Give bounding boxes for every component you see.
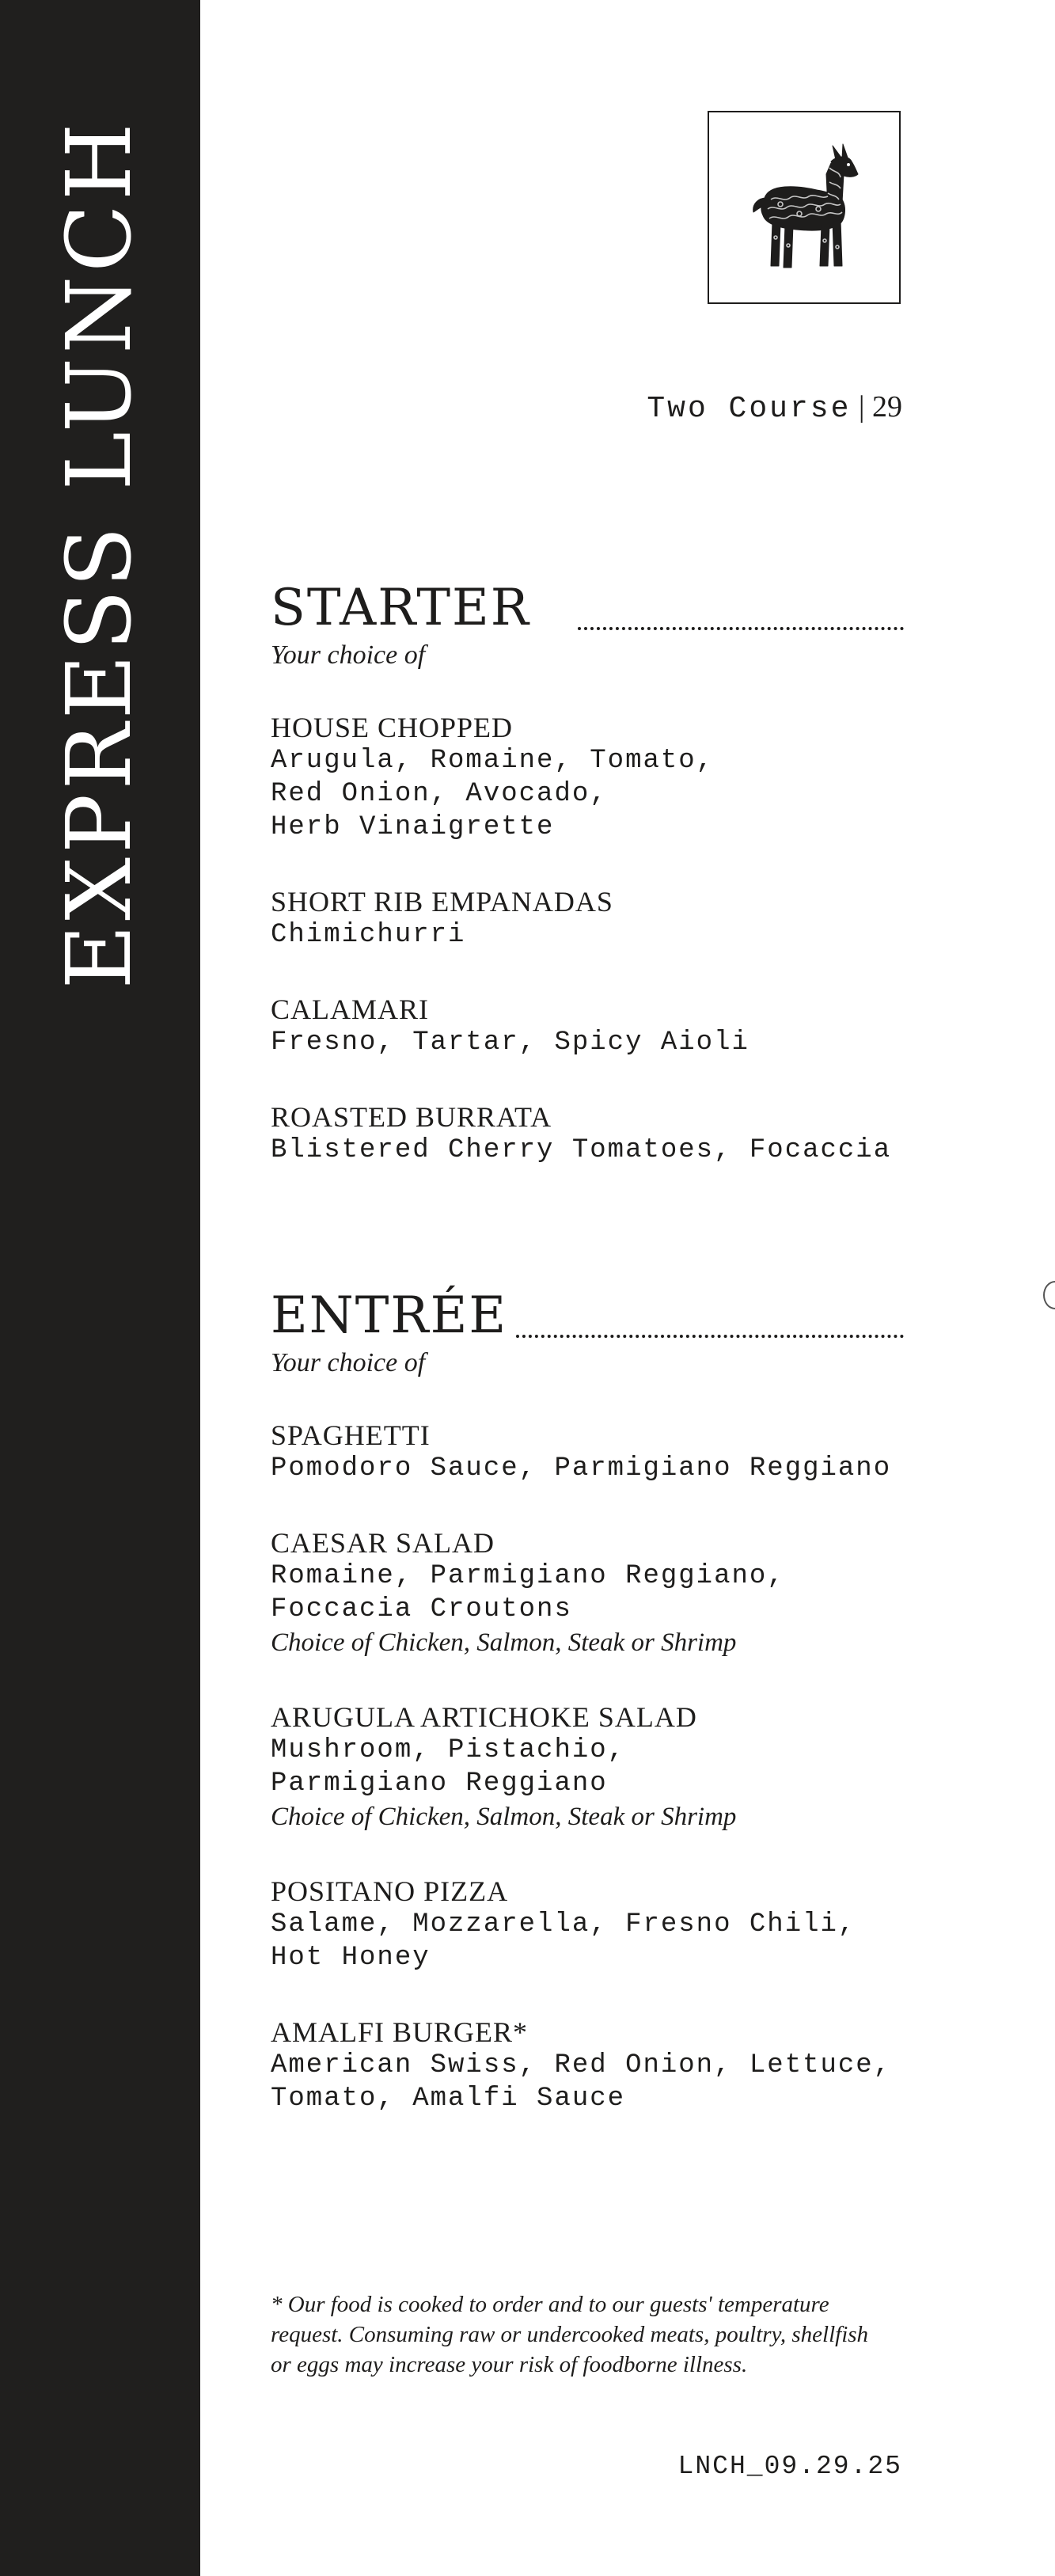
price-amount: 29 xyxy=(872,390,902,424)
item-description: Red Onion, Avocado, xyxy=(271,779,608,809)
disclaimer-line: request. Consuming raw or undercooked meats, poultry, shellfish xyxy=(271,2322,869,2347)
item-name: HOUSE CHOPPED xyxy=(271,712,514,743)
menu-item xyxy=(271,1526,904,1659)
item-name: ROASTED BURRATA xyxy=(271,1101,552,1133)
item-description: Romaine, Parmigiano Reggiano, xyxy=(271,1561,785,1591)
menu-item xyxy=(271,1100,904,1167)
protein-choice: Choice of Chicken, Salmon, Steak or Shrimp xyxy=(271,1628,737,1657)
entree-subtitle: Your choice of xyxy=(271,1348,426,1377)
disclaimer-line: or eggs may increase your risk of foodborne illness. xyxy=(271,2352,748,2377)
item-description: Salame, Mozzarella, Fresno Chili, xyxy=(271,1909,856,1940)
item-description: Tomato, Amalfi Sauce xyxy=(271,2084,626,2114)
menu-item xyxy=(271,885,904,952)
dotted-leader xyxy=(578,627,904,630)
logo xyxy=(708,111,901,304)
item-description: Chimichurri xyxy=(271,920,466,950)
disclaimer-line: * Our food is cooked to order and to our guests' temperature xyxy=(271,2292,829,2317)
item-description: Pomodoro Sauce, Parmigiano Reggiano xyxy=(271,1453,892,1484)
menu-item xyxy=(271,1875,904,1974)
item-description: Herb Vinaigrette xyxy=(271,812,555,842)
item-name: POSITANO PIZZA xyxy=(271,1875,509,1907)
starter-heading xyxy=(271,578,904,638)
price-separator: | xyxy=(858,390,865,424)
item-description: Hot Honey xyxy=(271,1943,431,1973)
item-name: SPAGHETTI xyxy=(271,1419,431,1451)
item-description: Parmigiano Reggiano xyxy=(271,1769,608,1799)
menu-code: LNCH_09.29.25 xyxy=(677,2452,902,2481)
course-label: Two Course xyxy=(647,392,852,426)
entree-heading xyxy=(271,1286,904,1346)
menu-item xyxy=(271,2016,904,2115)
item-name: CAESAR SALAD xyxy=(271,1527,495,1559)
food-safety-disclaimer xyxy=(271,2289,904,2380)
item-name: SHORT RIB EMPANADAS xyxy=(271,886,613,918)
starter-title: STARTER xyxy=(271,579,530,637)
price-line xyxy=(647,386,902,430)
sidebar xyxy=(0,0,200,2576)
edge-mark xyxy=(1043,1281,1055,1309)
menu-item xyxy=(271,1419,904,1485)
menu-title: EXPRESS LUNCH xyxy=(48,119,151,990)
starter-subtitle: Your choice of xyxy=(271,640,426,670)
item-name: ARUGULA ARTICHOKE SALAD xyxy=(271,1701,697,1733)
menu-item xyxy=(271,1700,904,1833)
menu-item xyxy=(271,993,904,1059)
item-description: Mushroom, Pistachio, xyxy=(271,1735,626,1765)
item-description: Fresno, Tartar, Spicy Aioli xyxy=(271,1028,750,1058)
item-description: Arugula, Romaine, Tomato, xyxy=(271,746,715,776)
menu-item xyxy=(271,711,904,844)
entree-title: ENTRÉE xyxy=(271,1286,508,1345)
item-description: Foccacia Croutons xyxy=(271,1594,572,1624)
item-description: American Swiss, Red Onion, Lettuce, xyxy=(271,2050,892,2080)
starter-section xyxy=(271,578,904,1167)
item-name: AMALFI BURGER* xyxy=(271,2016,529,2048)
llama-icon xyxy=(749,142,863,274)
item-description: Blistered Cherry Tomatoes, Focaccia xyxy=(271,1135,892,1165)
item-name: CALAMARI xyxy=(271,994,430,1025)
dotted-leader xyxy=(516,1335,904,1338)
entree-section xyxy=(271,1286,904,2115)
protein-choice: Choice of Chicken, Salmon, Steak or Shrimp xyxy=(271,1803,737,1831)
